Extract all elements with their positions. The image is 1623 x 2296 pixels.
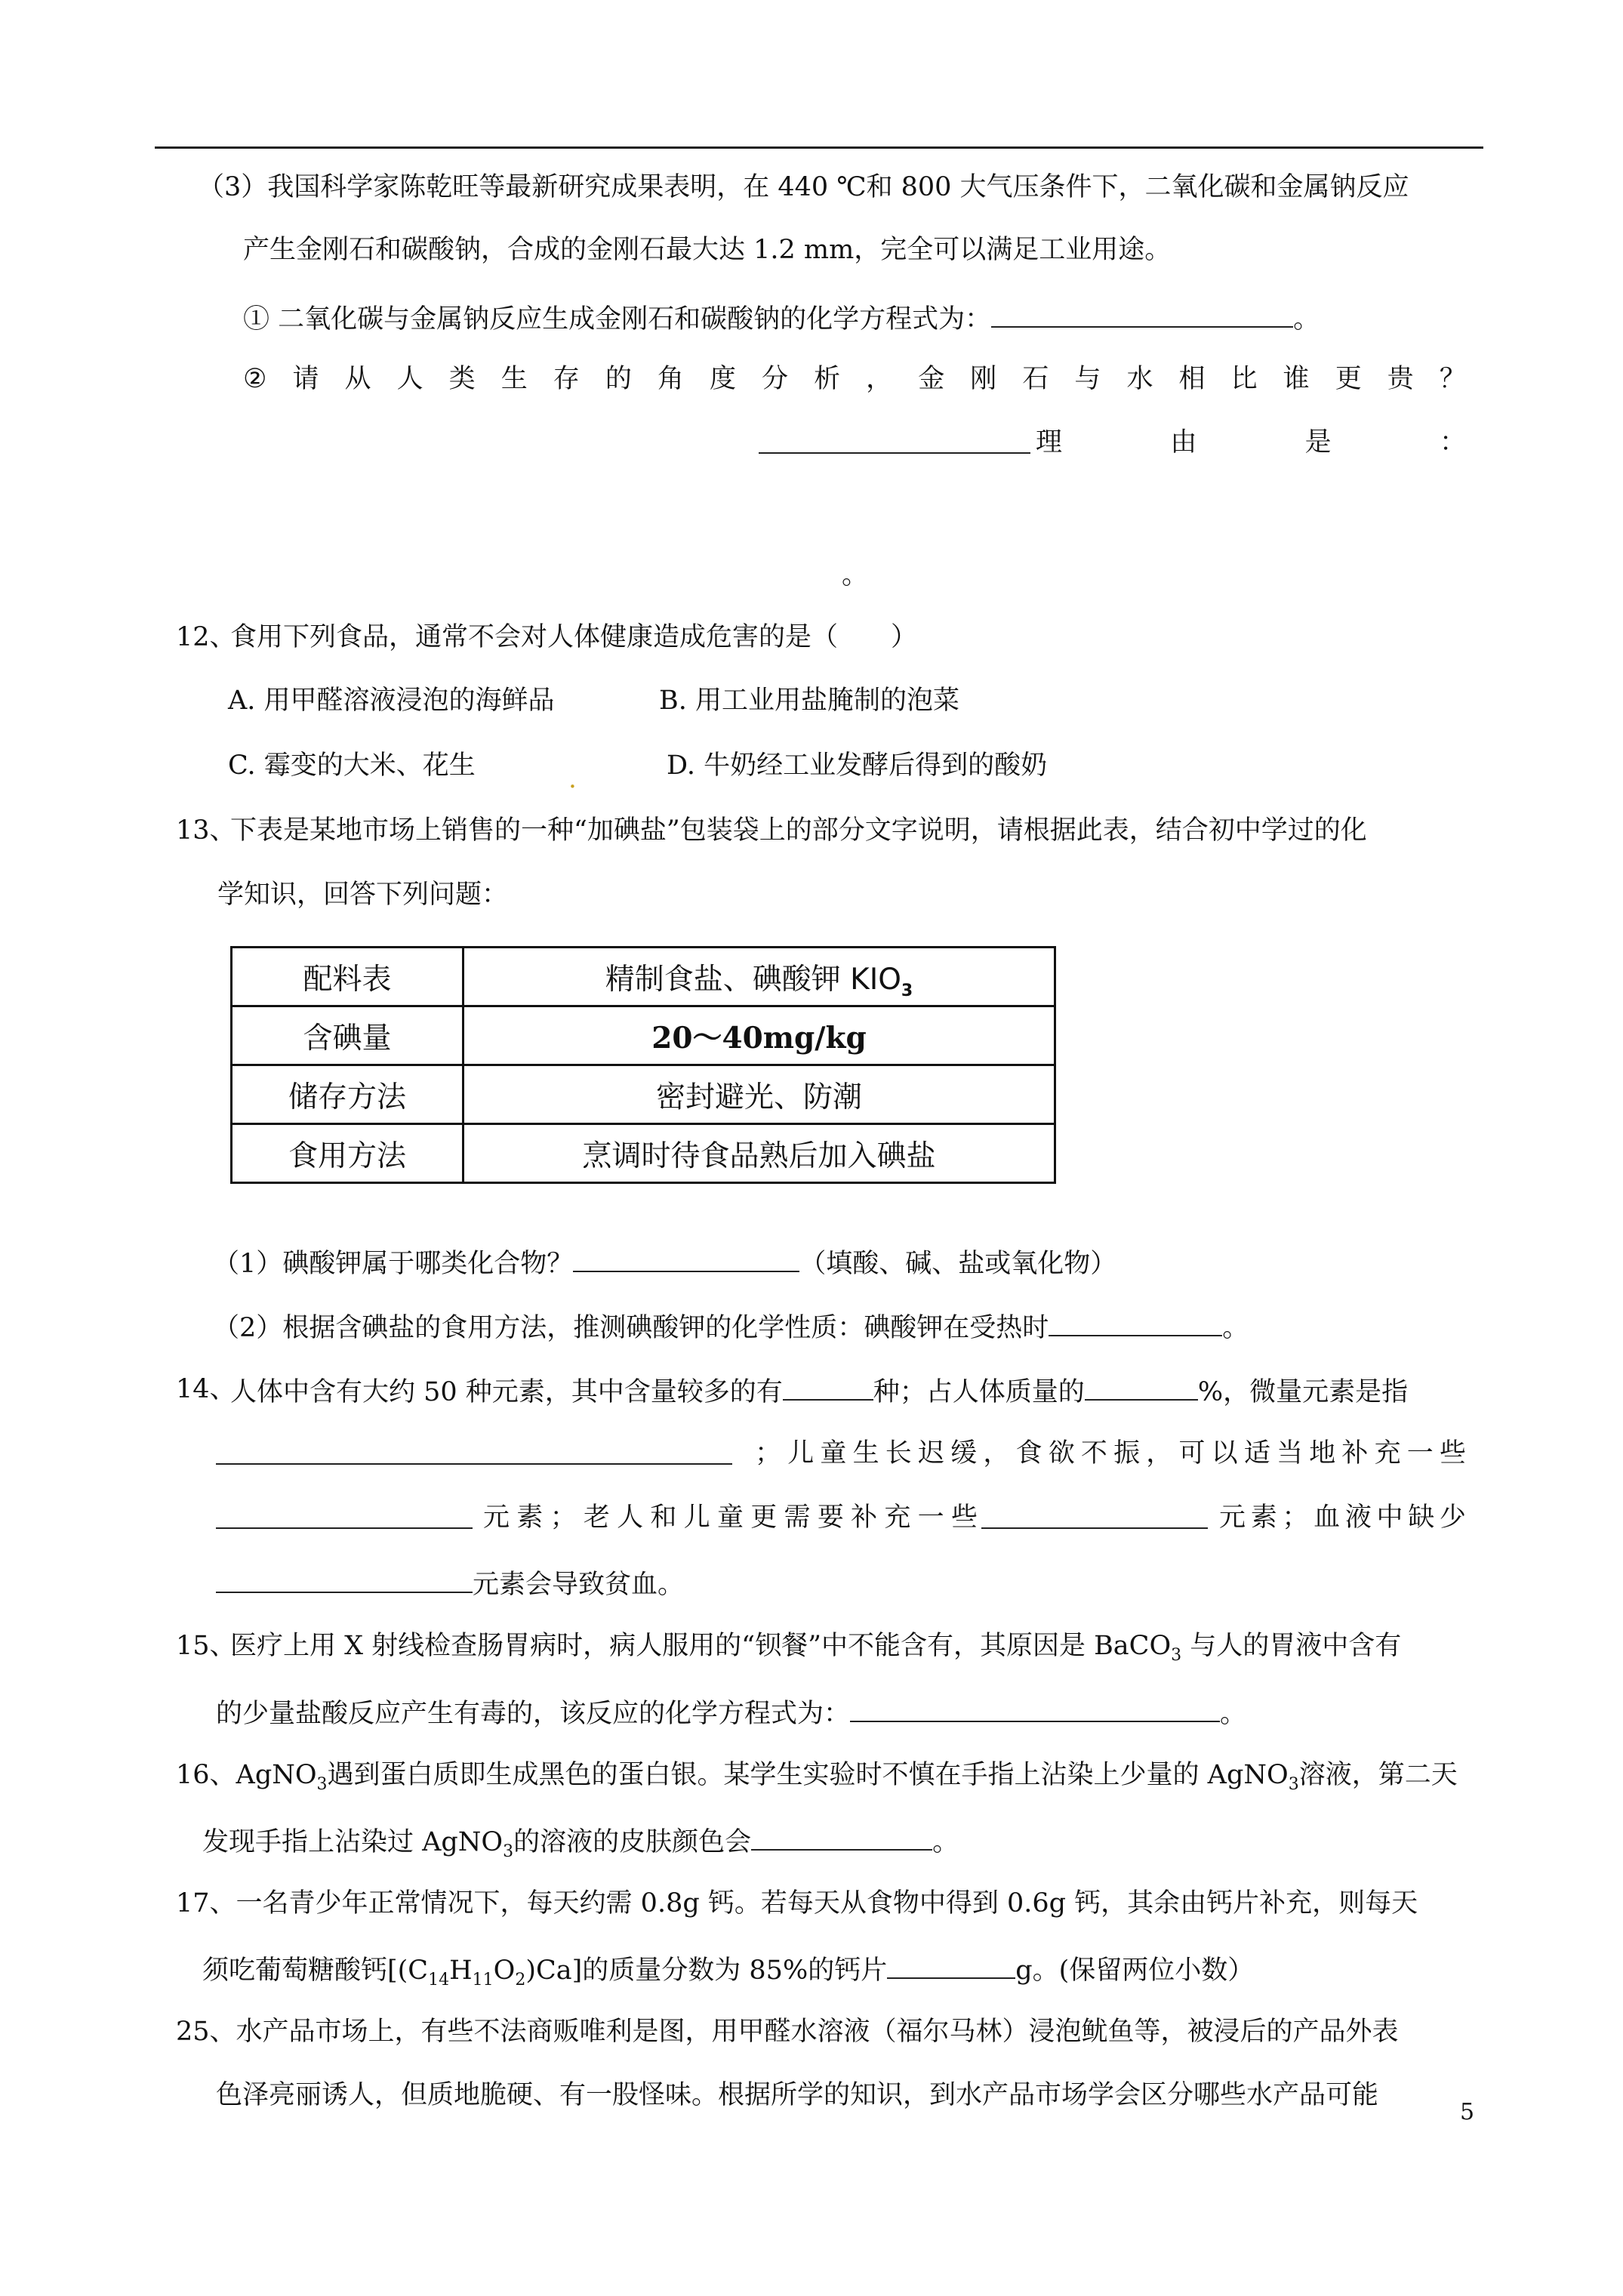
q14-line1: 人体中含有大约 50 种元素，其中含量较多的有 种；占人体质量的 %，微量元素是指 [230,1377,1409,1407]
q14-line3a-char: 元 [483,1502,510,1533]
q11-3-sub2-end: 。 [842,560,869,590]
table-cell-value: 烹调时待食品熟后加入碘盐 [463,1124,1055,1183]
q13-sub1: （1）碘酸钾属于哪类化合物？ （填酸、碱、盐或氧化物） [213,1249,1117,1279]
answer-blank[interactable] [216,1569,473,1593]
q15-num: 15、 [176,1631,236,1661]
q17-line1: 17、一名青少年正常情况下，每天约需 0.8g 钙。若每天从食物中得到 0.6g 钙，其余由钙片补充，则每天 [176,1888,1418,1918]
q16-line2: 发现手指上沾染过 AgNO$_3$的溶液的皮肤颜色会 。 [202,1827,959,1861]
q14-line3a-char: 要 [817,1502,844,1533]
q14-line3b-char: 少 [1439,1502,1466,1533]
q14-line2-char: ， [1146,1438,1173,1469]
q14-line2-char: 童 [820,1438,847,1469]
q11-3-sub2-char: 类 [448,364,476,394]
q11-3-sub2-char: 更 [1335,364,1362,394]
q14-line2-char: 不 [1080,1438,1107,1469]
q25-line1: 25、水产品市场上，有些不法商贩唯利是图，用甲醛水溶液（福尔马林）浸泡鱿鱼等，被浸后的产品外表 [176,2017,1399,2047]
q14-line2 [755,1438,1466,1469]
q11-3-sub2-char: 比 [1230,364,1258,394]
q14-line2-char: 当 [1277,1438,1304,1469]
q14-line2-char: 食 [1015,1438,1042,1469]
q14-line3b-char: 液 [1344,1502,1372,1533]
q12-num: 12、 [176,622,236,652]
q14-num: 14、 [176,1374,236,1404]
q12-option-d: D. 牛奶经工业发酵后得到的酸奶 [667,750,1048,781]
table-cell-value: 密封避光、防潮 [463,1065,1055,1124]
q11-3-line2: 产生金刚石和碳酸钠，合成的金刚石最大达 1.2 mm，完全可以满足工业用途。 [243,235,1172,265]
q14-line3a-char: 补 [851,1502,878,1533]
q11-3-sub2-char: 与 [1074,364,1101,394]
q14-line3a-char: 人 [617,1502,644,1533]
q14-line2-char: 些 [1439,1438,1466,1469]
answer-blank[interactable] [850,1698,1220,1722]
q16-line1: 16、AgNO$_3$遇到蛋白质即生成黑色的蛋白银。某学生实验时不慎在手指上沾染上少量的 AgNO$_3$溶液，第二天 [176,1760,1458,1794]
answer-blank[interactable] [991,304,1293,328]
q11-3-reason-char: 是 [1304,427,1332,458]
answer-blank[interactable] [216,1441,732,1465]
q14-line3a-char: 一 [917,1502,944,1533]
answer-blank[interactable] [1085,1376,1198,1401]
q11-3-line1: （3）我国科学家陈乾旺等最新研究成果表明，在 440 ℃和 800 大气压条件下，二氧化碳和金属钠反应 [198,172,1409,202]
answer-blank[interactable] [783,1376,873,1401]
table-cell-key: 含碘量 [232,1006,463,1065]
q14-line2-char: 生 [852,1438,879,1469]
q13-num: 13、 [176,815,236,846]
q14-line2-char: 长 [885,1438,912,1469]
q12-option-c: C. 霉变的大米、花生 [228,750,476,781]
q11-3-sub2-char: 水 [1126,364,1153,394]
q14-line2-char: 地 [1309,1438,1336,1469]
answer-blank[interactable] [887,1955,1015,1979]
q14-line2-char: 一 [1406,1438,1434,1469]
q14-line3b-char: 中 [1376,1502,1403,1533]
q14-line3a-char: 些 [950,1502,978,1533]
q14-line3-blank1-wrap [216,1505,473,1534]
q14-line2-blank-wrap [216,1441,732,1470]
q11-3-sub2-char: 度 [709,364,736,394]
q25-line2: 色泽亮丽诱人，但质地脆硬、有一股怪味。根据所学的知识，到水产品市场学会区分哪些水产品可能 [216,2080,1379,2110]
q14-line2-char: 以 [1211,1438,1238,1469]
q14-line3b-char: 元 [1219,1502,1246,1533]
table-cell-key: 储存方法 [232,1065,463,1124]
table-row [232,1124,1055,1183]
q14-line2-char: 适 [1243,1438,1270,1469]
q14-line2-char: 缓 [950,1438,978,1469]
q14-line3-b [1219,1502,1466,1533]
q11-3-sub2-char: 刚 [970,364,997,394]
table-row [232,948,1055,1006]
q13-sub2: （2）根据含碘盐的食用方法，推测碘酸钾的化学性质：碘酸钾在受热时 。 [213,1313,1249,1343]
q14-line2-char: 儿 [787,1438,815,1469]
q14-line3a-char: 儿 [683,1502,710,1533]
q11-3-sub2-char: ② [243,364,267,394]
q14-line3b-char: 血 [1313,1502,1341,1533]
q11-3-sub2-char: 角 [657,364,684,394]
q11-3-sub2-char: 的 [605,364,632,394]
q11-3-sub2-char: 析 [814,364,841,394]
q14-line3a-char: 素 [516,1502,544,1533]
q14-line3a-char: 和 [650,1502,677,1533]
table-row [232,1065,1055,1124]
table-cell-key: 配料表 [232,948,463,1006]
q11-3-sub2-char: 石 [1022,364,1049,394]
q14-line3a-char: 需 [784,1502,811,1533]
q11-3-sub2-char: 金 [918,364,945,394]
q13-line1: 下表是某地市场上销售的一种“加碘盐”包装袋上的部分文字说明，请根据此表，结合初中学过的化 [230,815,1367,846]
q11-3-sub2-char: 相 [1178,364,1206,394]
q14-line2-char: ； [755,1438,782,1469]
q11-3-sub2-char: 贵 [1387,364,1414,394]
iodized-salt-table [230,946,1056,1184]
q11-3-sub2-question [243,366,1466,393]
table-cell-value: 精制食盐、碘酸钾 $KIO_3$ [463,948,1055,1006]
q14-line3b-char: 素 [1250,1502,1277,1533]
table-cell-key: 食用方法 [232,1124,463,1183]
q13-line2: 学知识，回答下列问题： [217,880,509,910]
answer-blank[interactable] [216,1505,473,1529]
q11-3-sub2-blank-wrap [759,430,1030,459]
q14-line3b-char: 缺 [1408,1502,1435,1533]
q11-3-sub2-char: ， [866,364,893,394]
q14-line4: 元素会导致贫血。 [216,1569,684,1598]
q11-3-reason-char: ： [1439,427,1466,458]
table-row [232,1006,1055,1065]
q11-3-reason-char: 理 [1036,427,1063,458]
q14-line3-blank2-wrap [981,1505,1208,1534]
q11-3-sub1: ① 二氧化碳与金属钠反应生成金刚石和碳酸钠的化学方程式为： 。 [243,304,1320,334]
q11-3-reason-char: 由 [1170,427,1197,458]
q12-option-a: A. 用甲醛溶液浸泡的海鲜品 [228,686,555,716]
q11-3-sub2-char: 从 [344,364,371,394]
table-cell-value: 20～40mg/kg [463,1006,1055,1065]
q14-line2-char: 可 [1178,1438,1206,1469]
answer-blank[interactable] [751,1826,932,1851]
answer-blank[interactable] [1049,1312,1222,1336]
answer-blank[interactable] [981,1505,1208,1529]
q11-3-sub2-char: 请 [292,364,319,394]
answer-blank[interactable] [759,430,1030,454]
q14-line3a-char: 更 [750,1502,778,1533]
q14-line2-char: 补 [1341,1438,1369,1469]
q11-3-sub2-char: 分 [762,364,789,394]
q17-line2: 须吃葡萄糖酸钙$[(C_{14}H_{11}O_2)Ca]$的质量分数为 85%的钙片 g。(保留两位小数） [202,1955,1255,1989]
q11-3-sub2-reason [1036,427,1466,458]
q11-3-sub2-char: ？ [1439,364,1466,394]
q12-option-b: B. 用工业用盐腌制的泡菜 [659,686,959,716]
header-rule [155,146,1483,149]
answer-blank[interactable] [573,1248,799,1272]
page-number: 5 [1460,2099,1475,2125]
q14-line2-char: 欲 [1048,1438,1075,1469]
q14-line3-a [483,1502,978,1533]
q11-3-sub2-char: 存 [553,364,580,394]
q15-line2: 的少量盐酸反应产生有毒的，该反应的化学方程式为： 。 [216,1699,1247,1729]
q14-line3a-char: 充 [884,1502,911,1533]
q11-3-sub2-char: 生 [500,364,528,394]
q14-line3a-char: 童 [716,1502,744,1533]
q11-3-sub2-char: 谁 [1283,364,1310,394]
q14-line2-char: 迟 [917,1438,944,1469]
q14-line2-char: ， [983,1438,1010,1469]
q11-3-sub2-char: 人 [396,364,423,394]
q14-line2-char: 充 [1374,1438,1401,1469]
stray-mark: . [568,764,577,794]
q14-line3a-char: 老 [583,1502,610,1533]
q14-line2-char: 振 [1113,1438,1141,1469]
q15-line1: 医疗上用 X 射线检查肠胃病时，病人服用的“钡餐”中不能含有，其原因是 BaCO$_3$ 与人的胃液中含有 [230,1631,1402,1665]
q14-line3a-char: ； [550,1502,577,1533]
q14-line3b-char: ； [1282,1502,1309,1533]
q12-stem: 食用下列食品，通常不会对人体健康造成危害的是（ ） [230,622,918,652]
